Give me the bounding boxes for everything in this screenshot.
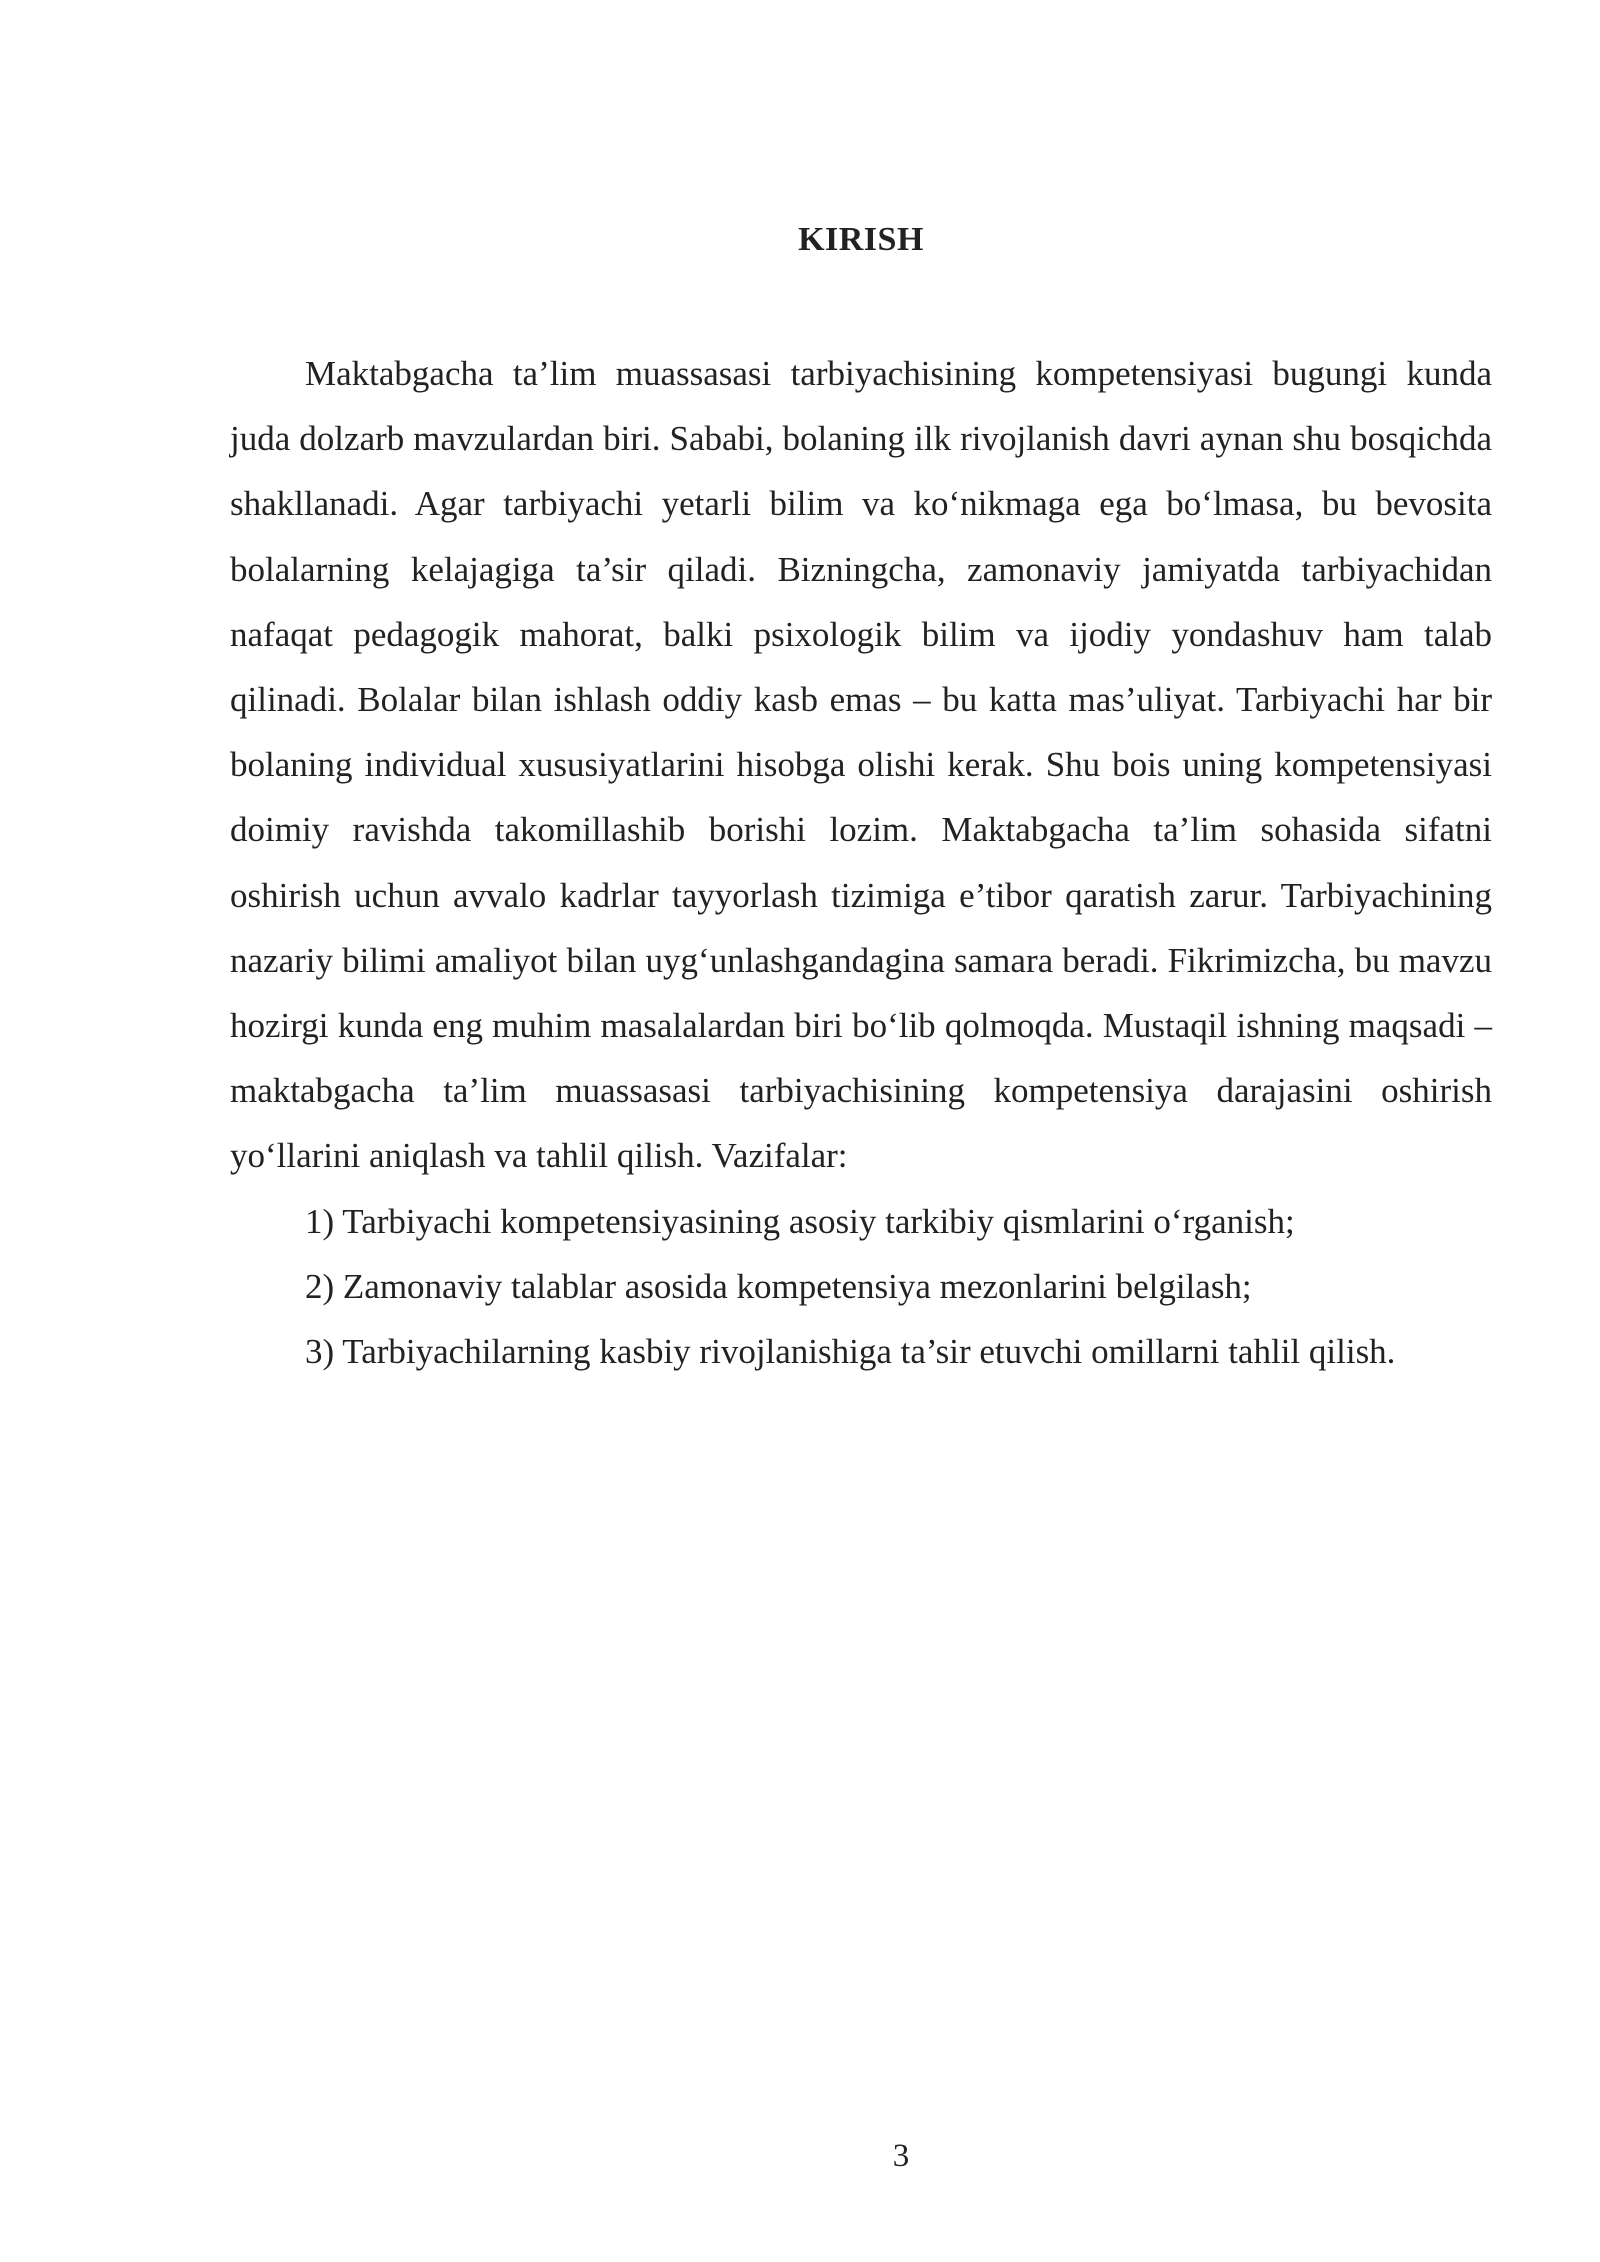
task-list (230, 1189, 1492, 1385)
intro-paragraph: Maktabgacha ta’lim muassasasi tarbiyachisining kompetensiyasi bugungi kunda juda dolzarb mavzulardan biri. Sababi, bolaning ilk rivojlanish davri aynan shu bosqichda shakllanadi. Agar tarbiyachi yetarli bilim va ko‘nikmaga ega bo‘lmasa, bu bevosita bolalarning kelajagiga ta’sir qiladi. Bizningcha, zamonaviy jamiyatda tarbiyachidan nafaqat pedagogik mahorat, balki psixologik bilim va ijodiy yondashuv ham talab qilinadi. Bolalar bilan ishlash oddiy kasb emas – bu katta mas’uliyat. Tarbiyachi har bir bolaning individual xususiyatlarini hisobga olishi kerak. Shu bois uning kompetensiyasi doimiy ravishda takomillashib borishi lozim. Maktabgacha ta’lim sohasida sifatni oshirish uchun avvalo kadrlar tayyorlash tizimiga e’tibor qaratish zarur. Tarbiyachining nazariy bilimi amaliyot bilan uyg‘unlashgandagina samara beradi. Fikrimizcha, bu mavzu hozirgi kunda eng muhim masalalardan biri bo‘lib qolmoqda. Mustaqil ishning maqsadi – maktabgacha ta’lim muassasasi tarbiyachisining kompetensiya darajasini oshirish yo‘llarini aniqlash va tahlil qilish. Vazifalar: (230, 354, 1492, 1176)
task-item-2: 2) Zamonaviy talablar asosida kompetensiya mezonlarini belgilash; (305, 1266, 1252, 1306)
document-body (230, 341, 1492, 1384)
task-item-3: 3) Tarbiyachilarning kasbiy rivojlanishiga ta’sir etuvchi omillarni tahlil qilish. (305, 1332, 1396, 1372)
task-item-1: 1) Tarbiyachi kompetensiyasining asosiy tarkibiy qismlarini o‘rganish; (305, 1201, 1295, 1241)
page-number: 3 (892, 2138, 910, 2174)
page-title: KIRISH (798, 221, 924, 258)
